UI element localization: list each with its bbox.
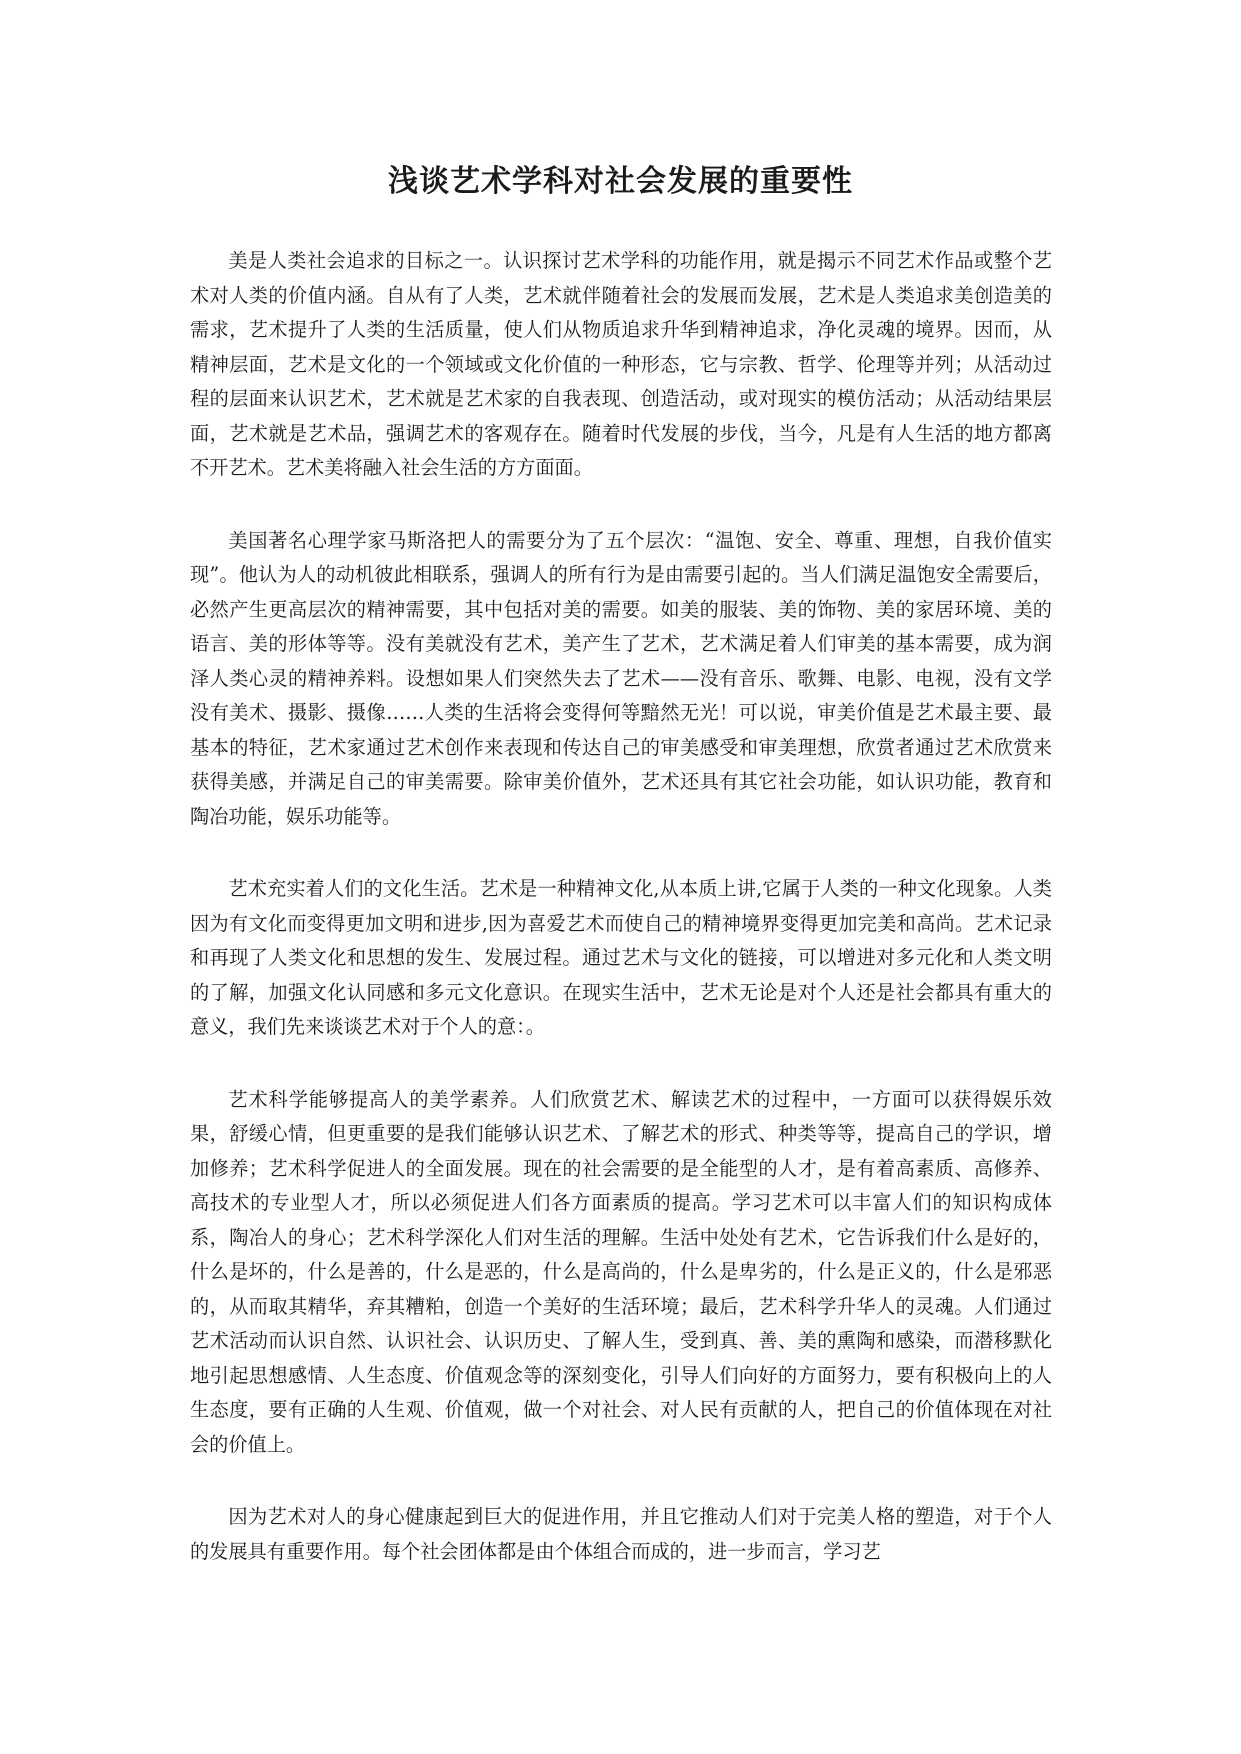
document-body [190, 244, 1052, 1607]
paragraph-1: 美是人类社会追求的目标之一。认识探讨艺术学科的功能作用，就是揭示不同艺术作品或整个艺术对人类的价值内涵。自从有了人类，艺术就伴随着社会的发展而发展，艺术是人类追求美创造美的需求，艺术提升了人类的生活质量，使人们从物质追求升华到精神追求，净化灵魂的境界。因而，从精神层面，艺术是文化的一个领域或文化价值的一种形态，它与宗教、哲学、伦理等并列；从活动过程的层面来认识艺术，艺术就是艺术家的自我表现、创造活动，或对现实的模仿活动；从活动结果层面，艺术就是艺术品，强调艺术的客观存在。随着时代发展的步伐，当今，凡是有人生活的地方都离不开艺术。艺术美将融入社会生活的方方面面。 [190, 249, 1052, 479]
paragraph-3: 艺术充实着人们的文化生活。艺术是一种精神文化,从本质上讲,它属于人类的一种文化现象。人类因为有文化而变得更加文明和进步,因为喜爱艺术而使自己的精神境界变得更加完美和高尚。艺术记录和再现了人类文化和思想的发生、发展过程。通过艺术与文化的链接，可以增进对多元化和人类文明的了解，加强文化认同感和多元文化意识。在现实生活中，艺术无论是对个人还是社会都具有重大的意义，我们先来谈谈艺术对于个人的意：。 [190, 877, 1052, 1038]
paragraph-5: 因为艺术对人的身心健康起到巨大的促进作用，并且它推动人们对于完美人格的塑造，对于个人的发展具有重要作用。每个社会团体都是由个体组合而成的，进一步而言，学习艺 [190, 1505, 1052, 1563]
paragraph-4: 艺术科学能够提高人的美学素养。人们欣赏艺术、解读艺术的过程中，一方面可以获得娱乐效果，舒缓心情，但更重要的是我们能够认识艺术、了解艺术的形式、种类等等，提高自己的学识，增加修养；艺术科学促进人的全面发展。现在的社会需要的是全能型的人才，是有着高素质、高修养、高技术的专业型人才，所以必须促进人们各方面素质的提高。学习艺术可以丰富人们的知识构成体系，陶冶人的身心；艺术科学深化人们对生活的理解。生活中处处有艺术，它告诉我们什么是好的，什么是坏的，什么是善的，什么是恶的，什么是高尚的，什么是卑劣的，什么是正义的，什么是邪恶的，从而取其精华，弃其糟粕，创造一个美好的生活环境；最后，艺术科学升华人的灵魂。人们通过艺术活动而认识自然、认识社会、认识历史、了解人生，受到真、善、美的熏陶和感染，而潜移默化地引起思想感情、人生态度、价值观念等的深刻变化，引导人们向好的方面努力，要有积极向上的人生态度，要有正确的人生观、价值观，做一个对社会、对人民有贡献的人，把自己的价值体现在对社会的价值上。 [190, 1087, 1052, 1456]
paragraph-2: 美国著名心理学家马斯洛把人的需要分为了五个层次：“温饱、安全、尊重、理想，自我价值实现”。他认为人的动机彼此相联系，强调人的所有行为是由需要引起的。当人们满足温饱安全需要后，必然产生更高层次的精神需要，其中包括对美的需要。如美的服装、美的饰物、美的家居环境、美的语言、美的形体等等。没有美就没有艺术，美产生了艺术，艺术满足着人们审美的基本需要，成为润泽人类心灵的精神养料。设想如果人们突然失去了艺术——没有音乐、歌舞、电影、电视，没有文学没有美术、摄影、摄像……人类的生活将会变得何等黯然无光！可以说，审美价值是艺术最主要、最基本的特征，艺术家通过艺术创作来表现和传达自己的审美感受和审美理想，欣赏者通过艺术欣赏来获得美感，并满足自己的审美需要。除审美价值外，艺术还具有其它社会功能，如认识功能，教育和陶冶功能，娱乐功能等。 [190, 528, 1052, 828]
document-title: 浅谈艺术学科对社会发展的重要性 [388, 164, 853, 199]
